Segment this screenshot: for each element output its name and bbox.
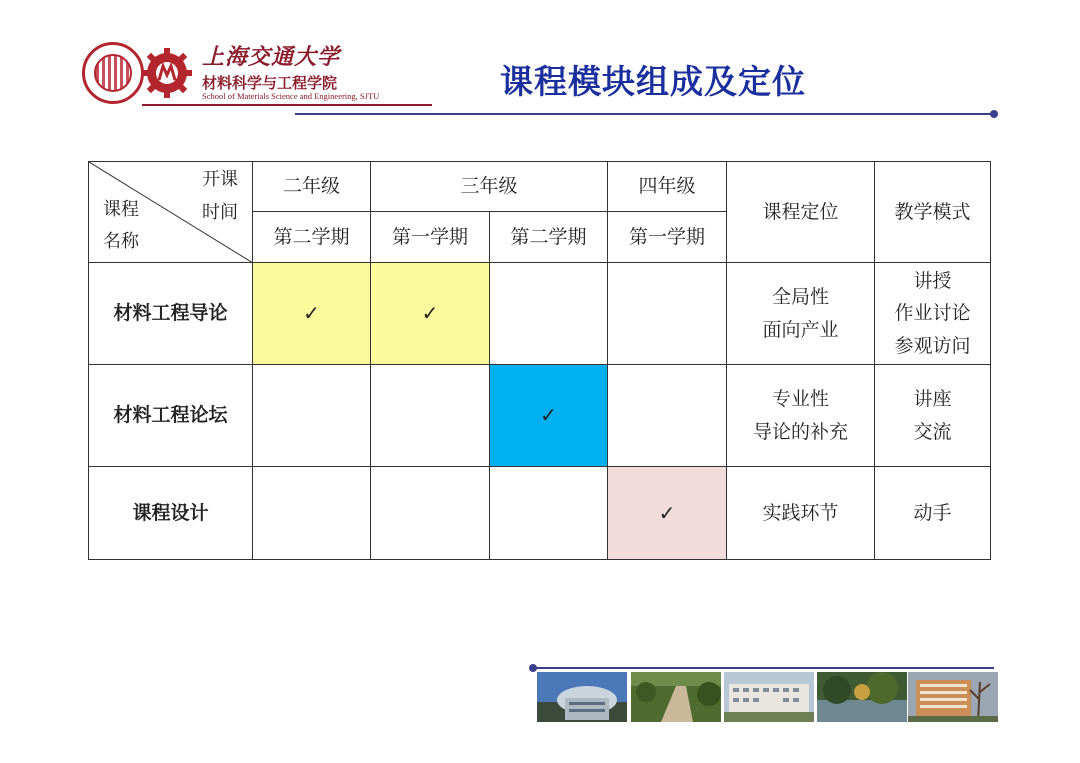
year-header: 三年级 bbox=[371, 162, 608, 212]
teaching-line: 参观访问 bbox=[894, 334, 971, 357]
course-positioning bbox=[727, 365, 875, 467]
positioning-line: 全局性 bbox=[771, 286, 829, 309]
schedule-cell-checked bbox=[371, 263, 490, 365]
positioning-header: 课程定位 bbox=[727, 162, 875, 263]
page-title: 课程模块组成及定位 bbox=[500, 62, 806, 101]
teaching-mode bbox=[875, 263, 991, 365]
table-row bbox=[89, 365, 991, 467]
schedule-cell bbox=[371, 365, 490, 467]
term-header: 第二学期 bbox=[490, 212, 608, 263]
university-seal-icon bbox=[82, 42, 144, 104]
course-name: 课程设计 bbox=[89, 467, 253, 560]
logo-underline bbox=[142, 104, 432, 106]
course-name: 材料工程导论 bbox=[89, 263, 253, 365]
corner-label-name: 名称 bbox=[103, 231, 139, 252]
check-icon: ✓ bbox=[421, 301, 439, 326]
gear-logo-icon bbox=[142, 48, 192, 98]
schedule-cell bbox=[371, 467, 490, 560]
check-icon: ✓ bbox=[658, 500, 676, 525]
corner-label-course: 课程 bbox=[103, 199, 139, 220]
positioning-line: 面向产业 bbox=[762, 318, 839, 341]
positioning-line: 导论的补充 bbox=[752, 420, 848, 443]
header-divider bbox=[295, 113, 995, 115]
year-header: 四年级 bbox=[608, 162, 727, 212]
term-header: 第一学期 bbox=[608, 212, 727, 263]
year-header: 二年级 bbox=[253, 162, 371, 212]
positioning-line: 专业性 bbox=[771, 388, 829, 411]
term-header: 第一学期 bbox=[371, 212, 490, 263]
schedule-cell bbox=[490, 263, 608, 365]
schedule-cell bbox=[608, 263, 727, 365]
header-divider-dot bbox=[990, 110, 998, 118]
campus-building-photo bbox=[537, 672, 627, 722]
teaching-line: 讲授 bbox=[913, 270, 952, 293]
schedule-cell-checked bbox=[253, 263, 371, 365]
garden-path-photo bbox=[631, 672, 721, 722]
schedule-cell bbox=[253, 467, 371, 560]
table-row bbox=[89, 467, 991, 560]
teaching-mode: 动手 bbox=[875, 467, 991, 560]
university-name: 上海交通大学 bbox=[202, 44, 341, 70]
schedule-cell bbox=[490, 467, 608, 560]
term-header: 第二学期 bbox=[253, 212, 371, 263]
schedule-cell bbox=[253, 365, 371, 467]
teaching-mode-header: 教学模式 bbox=[875, 162, 991, 263]
teaching-line: 交流 bbox=[913, 420, 952, 443]
school-logo bbox=[82, 38, 422, 110]
table-row bbox=[89, 263, 991, 365]
schedule-cell-checked bbox=[490, 365, 608, 467]
footer-divider bbox=[534, 667, 994, 669]
course-positioning bbox=[727, 263, 875, 365]
corner-label-time: 时间 bbox=[202, 202, 238, 223]
campus-hall-photo bbox=[724, 672, 814, 722]
course-name: 材料工程论坛 bbox=[89, 365, 253, 467]
school-name-en: School of Materials Science and Engineering, SJTU bbox=[202, 91, 380, 101]
teaching-line: 作业讨论 bbox=[894, 302, 971, 325]
schedule-cell bbox=[608, 365, 727, 467]
corner-label-start: 开课 bbox=[202, 169, 238, 190]
lake-view-photo bbox=[817, 672, 907, 722]
course-module-table bbox=[88, 161, 991, 560]
dormitory-photo bbox=[908, 672, 998, 722]
schedule-cell-checked bbox=[608, 467, 727, 560]
teaching-line: 讲座 bbox=[913, 388, 952, 411]
check-icon: ✓ bbox=[303, 301, 320, 326]
table-corner-header bbox=[89, 162, 253, 263]
check-icon: ✓ bbox=[540, 403, 557, 428]
course-positioning: 实践环节 bbox=[727, 467, 875, 560]
teaching-mode bbox=[875, 365, 991, 467]
school-name-cn: 材料科学与工程学院 bbox=[202, 74, 338, 92]
